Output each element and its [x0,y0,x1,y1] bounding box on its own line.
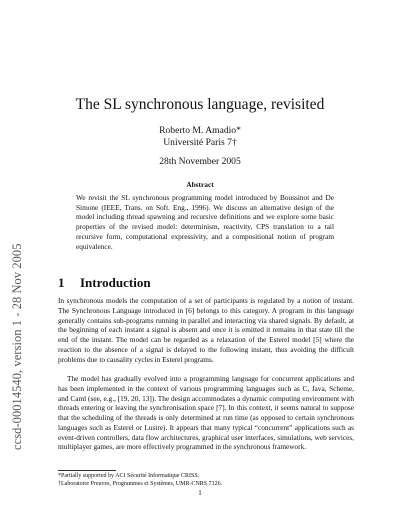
section-heading [58,275,151,291]
section-number: 1 [58,275,65,290]
paper-title: The SL synchronous language, revisited [75,96,325,113]
abstract-text: We revisit the SL synchronous programming model introduced by Boussinot and De Simone (IEEE, Trans. on Soft. Eng., 1996). We discuss an alternative design of the model including thread spawning and recursive definitions and we explore some basic properties of the revised model: determinism, reactivity, CPS translation to a tail recursive form, computational expressivity, and a compositional notion of program equivalence. [76,193,334,251]
page-number: 1 [198,488,202,497]
body-paragraph-2: The model has gradually evolved into a programming language for concurrent applications and has been implemented in the context of various programming languages such as C, Java, Scheme, and Caml (see, e.g., [19, 20, 13]). The design accommodates a dynamic computing environment with threads entering or leaving the synchronisation space [7]. In this context, it seems natural to suppose that the scheduling of the threads is only determined at run time (as opposed to certain synchronous languages such as Esterel or Lustre). It appears that many typical “concurrent” applications such as event-driven controllers, data flow architectures, graphical user interfaces, simulations, web services, multiplayer games, are more effectively programmed in the synchronous framework. [58,374,354,452]
footnotes [58,472,358,489]
paper-date: 28th November 2005 [159,156,241,167]
abstract-heading: Abstract [186,180,214,189]
footnote-2: †Laboratoire Preuves, Programmes et Systèmes, UMR-CNRS 7126. [58,481,223,488]
body-paragraph-1: In synchronous models the computation of a set of participants is regulated by a notion of instant. The Synchronous Language introduced in [6] belongs to this category. A program in this language generally contains sub-programs running in parallel and interacting via shared signals. By default, at the beginning of each instant a signal is absent and once it is emitted it remains in that state till the end of the instant. The model can be regarded as a relaxation of the Esterel model [5] where the reaction to the absence of a signal is delayed to the following instant, thus avoiding the difficult problems due to causality cycles in Esterel programs. [58,296,354,364]
author-affiliation: Université Paris 7† [163,137,237,148]
author-name: Roberto M. Amadio* [159,125,241,136]
section-title: Introduction [80,275,151,290]
author-block [0,125,400,149]
footnote-1: *Partially supported by ACI Sécurité Informatique CRISS. [58,473,200,479]
footnote-divider [58,470,116,471]
arxiv-side-stamp: ccsd-00014540, version 1 - 28 Nov 2005 [10,243,24,450]
